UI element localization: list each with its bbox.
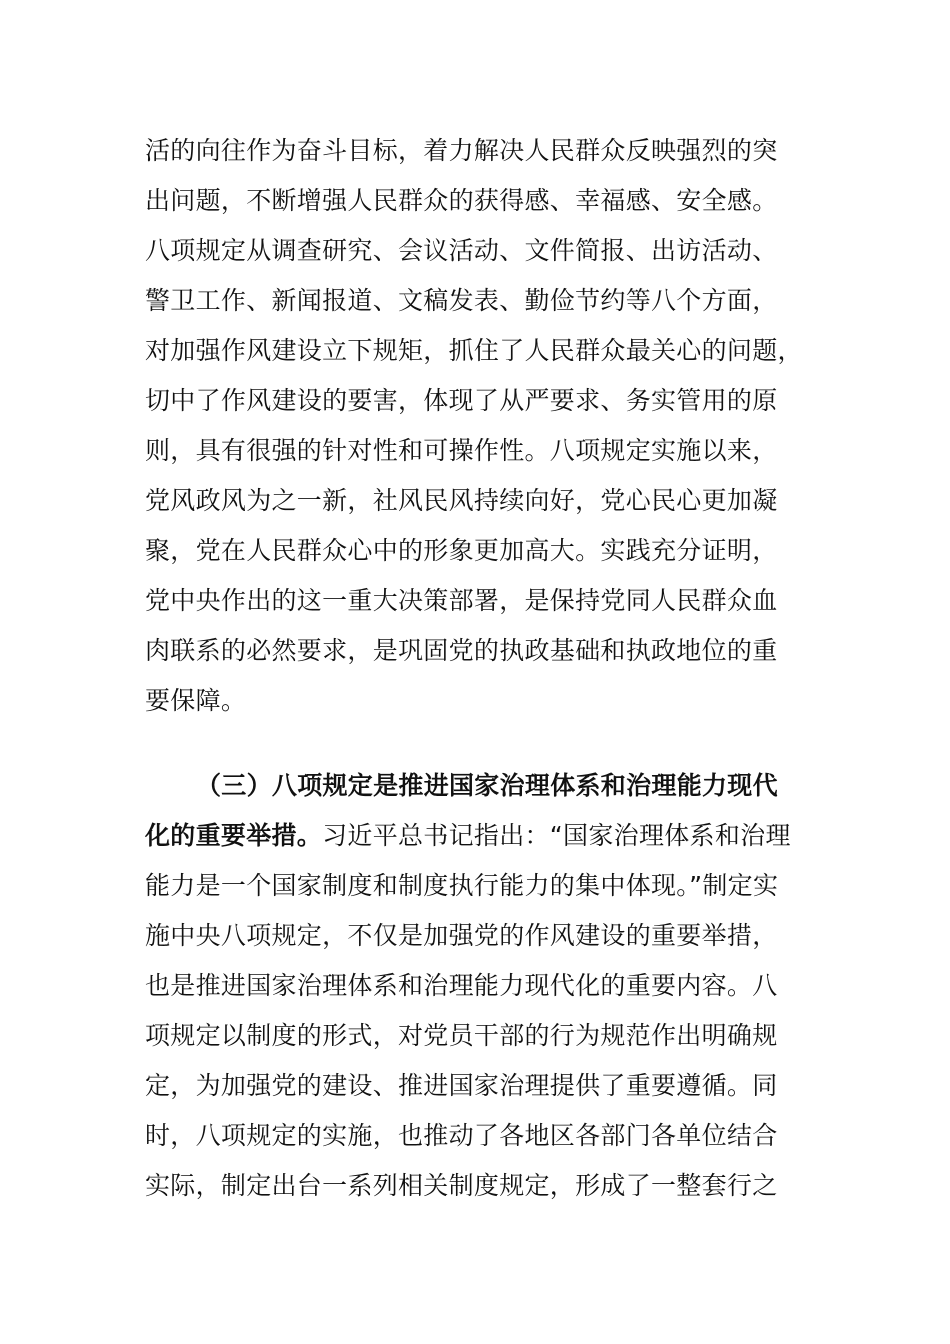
- paragraph-line: 要保障。: [145, 686, 247, 715]
- section-heading-end: 化的重要举措。: [145, 821, 323, 850]
- paragraph-line: 切中了作风建设的要害，体现了从严要求、务实管用的原: [145, 386, 778, 415]
- paragraph-line: 八项规定从调查研究、会议活动、文件简报、出访活动、: [145, 236, 778, 265]
- paragraph-line: 能力是一个国家制度和制度执行能力的集中体现。”制定实: [145, 871, 779, 900]
- paragraph-line: 施中央八项规定，不仅是加强党的作风建设的重要举措，: [145, 921, 778, 950]
- section-heading: （三）八项规定是推进国家治理体系和治理能力现代: [196, 771, 778, 800]
- paragraph-line: 对加强作风建设立下规矩，抓住了人民群众最关心的问题，: [145, 336, 803, 365]
- paragraph-line: 警卫工作、新闻报道、文稿发表、勤俭节约等八个方面，: [145, 286, 778, 315]
- section-heading-continuation: [145, 821, 791, 851]
- paragraph-line: 实际，制定出台一系列相关制度规定，形成了一整套行之: [145, 1171, 778, 1200]
- paragraph-line: 聚，党在人民群众心中的形象更加高大。实践充分证明，: [145, 536, 778, 565]
- paragraph-line: 肉联系的必然要求，是巩固党的执政基础和执政地位的重: [145, 636, 778, 665]
- paragraph-line-start: 习近平总书记指出：“国家治理体系和治理: [322, 821, 791, 850]
- paragraph-line: 出问题，不断增强人民群众的获得感、幸福感、安全感。: [145, 186, 778, 215]
- paragraph-line: 党中央作出的这一重大决策部署，是保持党同人民群众血: [145, 586, 778, 615]
- paragraph-line: 项规定以制度的形式，对党员干部的行为规范作出明确规: [145, 1021, 778, 1050]
- paragraph-line: 也是推进国家治理体系和治理能力现代化的重要内容。八: [145, 971, 778, 1000]
- paragraph-line: 活的向往作为奋斗目标，着力解决人民群众反映强烈的突: [145, 136, 778, 165]
- paragraph-line: 则，具有很强的针对性和可操作性。八项规定实施以来，: [145, 436, 778, 465]
- paragraph-line: 党风政风为之一新，社风民风持续向好，党心民心更加凝: [145, 486, 778, 515]
- paragraph-line: 定，为加强党的建设、推进国家治理提供了重要遵循。同: [145, 1071, 778, 1100]
- paragraph-line: 时，八项规定的实施，也推动了各地区各部门各单位结合: [145, 1121, 778, 1150]
